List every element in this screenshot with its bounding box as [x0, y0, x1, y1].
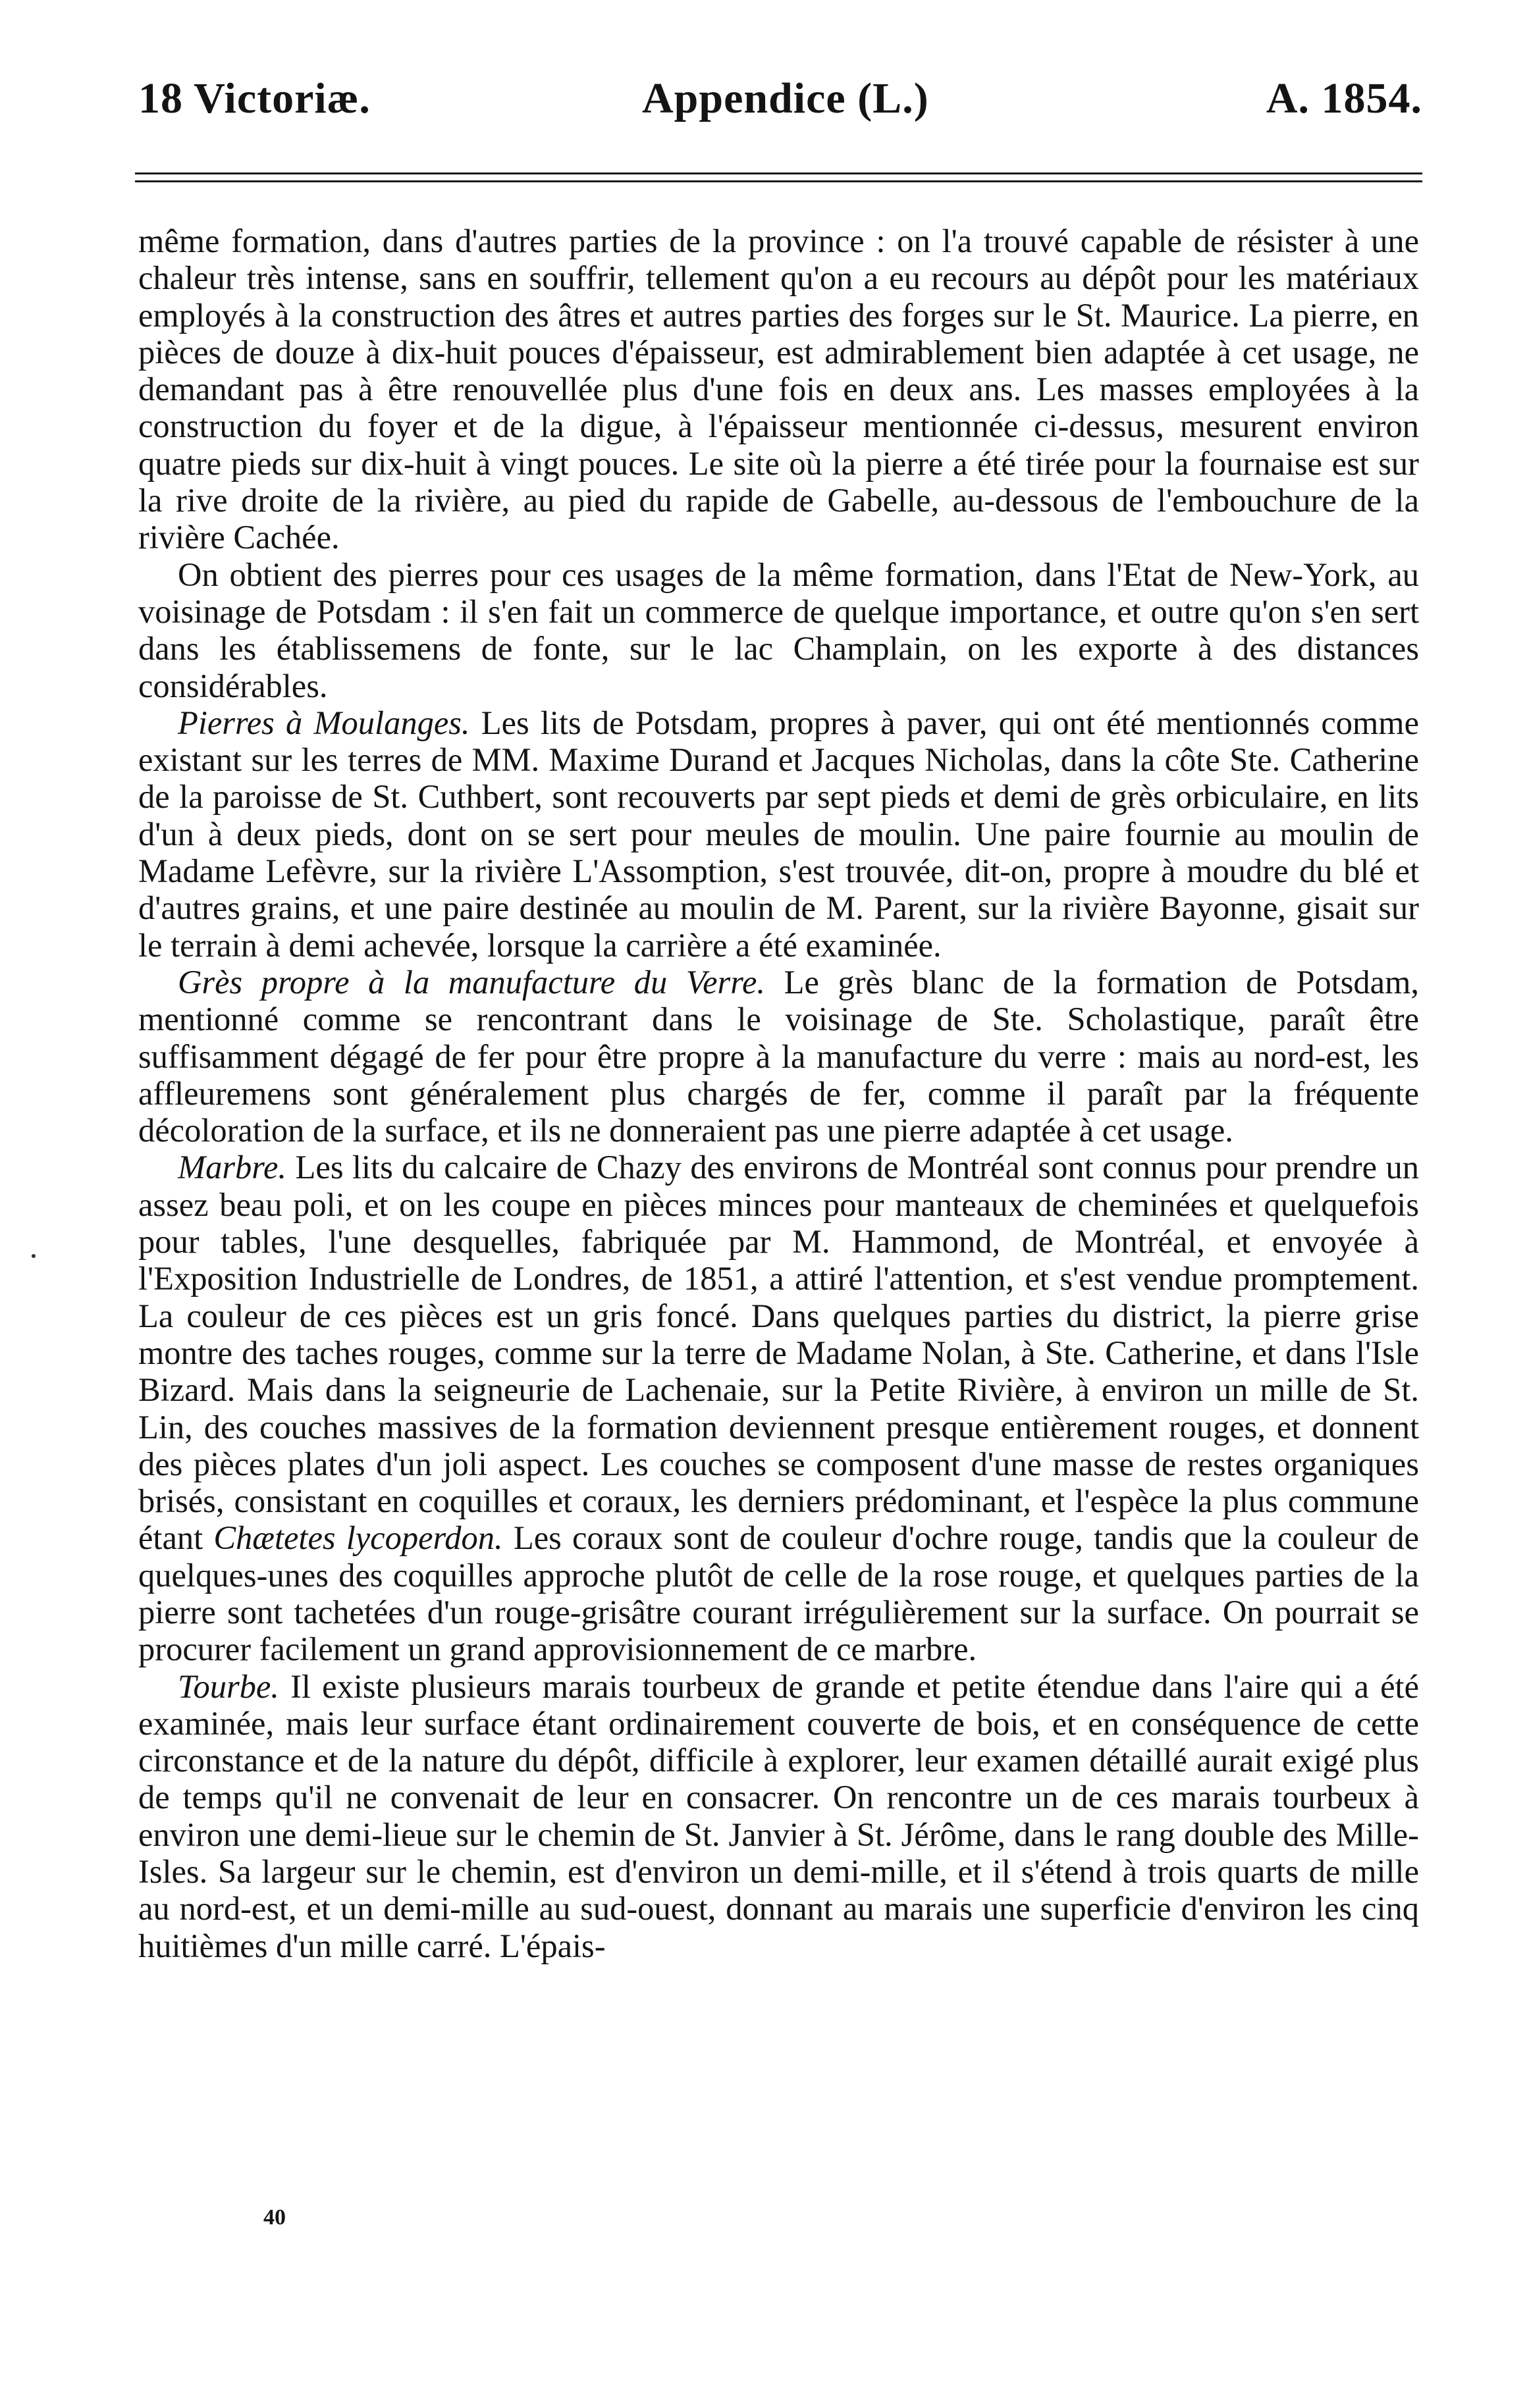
paragraph-text: Les lits de Potsdam, propres à paver, qui ont été mentionnés comme existant sur les terres de MM. Maxime Durand et Jacques Nicholas, dans la côte Ste. Catherine de la paroisse de St. Cuthbert, sont recouverts par sept pieds et demi de grès orbiculaire, en lits d'un à deux pieds, dont on se sert pour meules de moulin. Une paire fournie au moulin de Madame Lefèvre, sur la rivière L'Assomption, s'est trouvée, dit-on, propre à moudre du blé et d'autres grains, et une paire destinée au moulin de M. Parent, sur la rivière Bayonne, gisait sur le terrain à demi achevée, lorsque la carrière a été examinée. — [138, 704, 1419, 964]
header-rule-bottom — [135, 180, 1422, 182]
paragraph-continuation — [138, 222, 1419, 556]
paragraph-text-continued: Les coraux sont de couleur d'ochre rouge, tandis que la couleur de quelques-unes des coquilles approche plutôt de celle de la rose rouge, et quelques parties de la pierre sont tachetées d'un rouge-grisâtre courant irrégulièrement sur la surface. On pourrait se procurer facilement un grand approvisionnement de ce marbre. — [138, 1519, 1420, 1668]
species-name: Chætetes lycoperdon. — [213, 1519, 503, 1557]
header-session: 18 Victoriæ. — [138, 74, 371, 122]
paragraph-tourbe — [138, 1668, 1419, 1964]
paragraph-text: même formation, dans d'autres parties de la province : on l'a trouvé capable de résister à une chaleur très intense, sans en souffrir, tellement qu'on a eu recours au dépôt pour les matériaux employés à la construction des âtres et autres parties des forges sur le St. Maurice. La pierre, en pièces de douze à dix-huit pouces d'épaisseur, est admirablement bien adaptée à cet usage, ne demandant pas à être renouvellée plus d'une fois en deux ans. Les masses employées à la construction du foyer et de la digue, à l'épaisseur mentionnée ci-dessus, mesurent environ quatre pieds sur dix-huit à vingt pouces. Le site où la pierre a été tirée pour la fournaise est sur la rive droite de la rivière, au pied du rapide de Gabelle, au-dessous de l'embouchure de la rivière Cachée. — [138, 222, 1419, 556]
paragraph-text: On obtient des pierres pour ces usages de la même formation, dans l'Etat de New-York, au voisinage de Potsdam : il s'en fait un commerce de quelque importance, et outre qu'on s'en sert dans les établissemens de fonte, sur le lac Champlain, on les exporte à des distances considérables. — [138, 556, 1419, 704]
paragraph-gres-verre — [138, 964, 1419, 1149]
paragraph-text: Le grès blanc de la formation de Potsdam, mentionné comme se rencontrant dans le voisinage de Ste. Scholastique, paraît être suffisamment dégagé de fer pour être propre à la manufacture du verre : mais au nord-est, les affleuremens sont généralement plus chargés de fer, comme il paraît par la fréquente décoloration de la surface, et ils ne donneraient pas une pierre adaptée à cet usage. — [138, 963, 1419, 1149]
paragraph-text: Les lits du calcaire de Chazy des environs de Montréal sont connus pour prendre un assez beau poli, et on les coupe en pièces minces pour manteaux de cheminées et quelquefois pour tables, l'une desquelles, fabriquée par M. Hammond, de Montréal, et envoyée à l'Exposition Industrielle de Londres, de 1851, a attiré l'attention, et s'est vendue promptement. La couleur de ces pièces est un gris foncé. Dans quelques parties du district, la pierre grise montre des taches rouges, comme sur la terre de Madame Nolan, à Ste. Catherine, et dans l'Isle Bizard. Mais dans la seigneurie de Lachenaie, sur la Petite Rivière, à environ un mille de St. Lin, des couches massives de la formation deviennent presque entièrement rouges, et donnent des pièces plates d'un joli aspect. Les couches se composent d'une masse de restes organiques brisés, consistant en coquilles et coraux, les derniers prédominant, et l'espèce la plus commune étant — [138, 1149, 1419, 1557]
paragraph-potsdam-new-york — [138, 556, 1419, 704]
body-text — [138, 222, 1419, 1964]
paragraph-marbre — [138, 1149, 1419, 1667]
section-heading: Tourbe. — [178, 1667, 279, 1705]
header-year: A. 1854. — [1266, 74, 1422, 122]
paragraph-text: Il existe plusieurs marais tourbeux de grande et petite étendue dans l'aire qui a été examinée, mais leur surface étant ordinairement couverte de bois, et en conséquence de cette circonstance et de la nature du dépôt, difficile à explorer, leur examen détaillé aurait exigé plus de temps qu'il ne convenait de leur en consacrer. On rencontre un de ces marais tourbeux à environ une demi-lieue sur le chemin de St. Janvier à St. Jérôme, dans le rang double des Mille-Isles. Sa largeur sur le chemin, est d'environ un demi-mille, et il s'étend à trois quarts de mille au nord-est, et un demi-mille au sud-ouest, donnant au marais une superficie d'environ les cinq huitièmes d'un mille carré. L'épais- — [138, 1667, 1419, 1964]
section-heading: Grès propre à la manufacture du Verre. — [178, 963, 766, 1001]
margin-dot — [32, 1254, 36, 1258]
header-rule-top — [135, 172, 1422, 174]
header-appendix: Appendice (L.) — [642, 74, 929, 122]
paragraph-pierres-a-moulanges — [138, 704, 1419, 964]
section-heading: Marbre. — [178, 1149, 287, 1186]
page-header — [132, 74, 1422, 133]
page-number: 40 — [263, 2205, 286, 2230]
section-heading: Pierres à Moulanges. — [178, 704, 470, 741]
